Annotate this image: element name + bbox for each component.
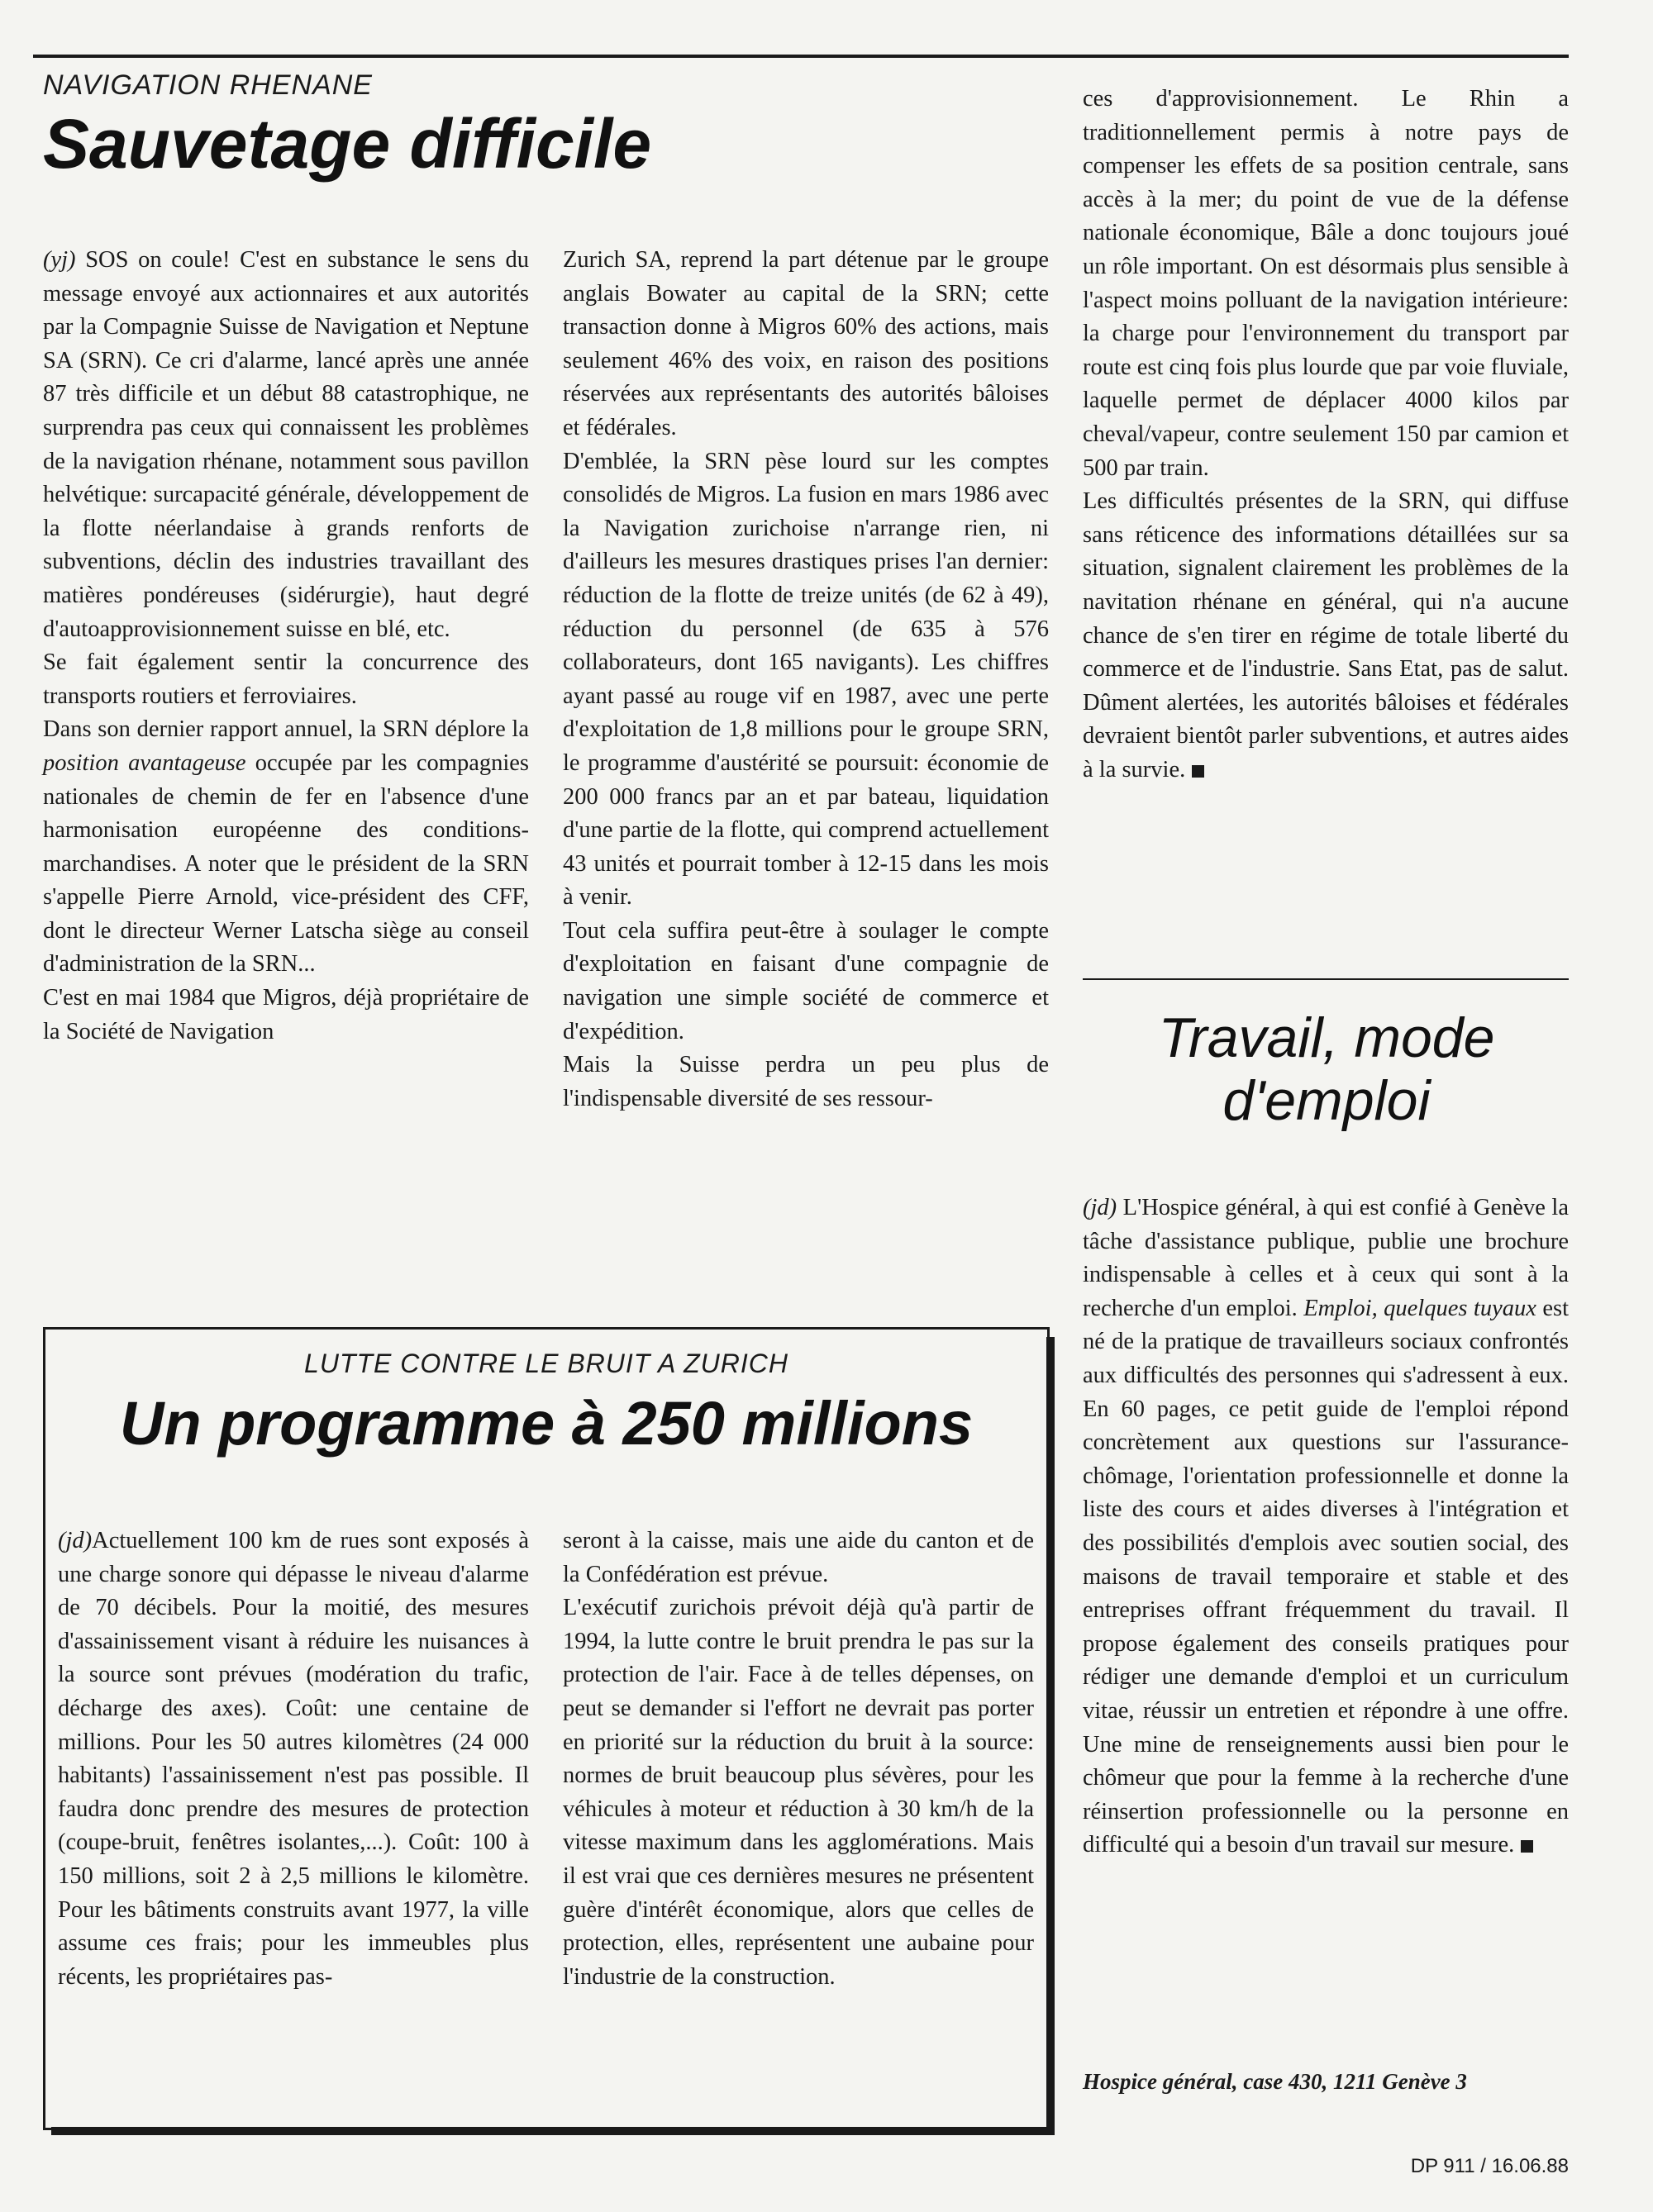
paragraph: seront à la caisse, mais une aide du canton et de la Confédération est prévue. [563,1528,1034,1587]
paragraph: Dans son dernier rapport annuel, la SRN déplore la position avantageuse occupée par les compagnies nationales de chemin de fer en l'absence d'une harmonisation européenne des conditions-marchandises. A noter que le président de la SRN s'appelle Pierre Arnold, vice-président des CFF, dont le directeur Werner Latscha siège au conseil d'administration de la SRN... [43,716,529,978]
article3-column-1 [58,1525,529,1994]
article2-title: Travail, mode d'emploi [1158,1006,1495,1133]
paragraph: (jd)Actuellement 100 km de rues sont exposés à une charge sonore qui dépasse le niveau d'alarme de 70 décibels. Pour la moitié, des mesures d'assainissement visant à réduire les nuisances à la source sont prévues (modération du trafic, décharge des axes). Coût: une centaine de millions. Pour les 50 autres kilomètres (24 000 habitants) l'assainissement n'est pas possible. Il faudra donc prendre des mesures de protection (coupe-bruit, fenêtres isolantes,...). Coût: 100 à 150 millions, soit 2 à 2,5 millions le kilomètre. Pour les bâtiments construits avant 1977, la ville assume ces frais; pour les immeubles plus récents, les propriétaires pas- [58,1528,529,1990]
paragraph: Tout cela suffira peut-être à soulager le compte d'exploitation en faisant d'une compagnie de navigation une simple société de commerce et d'expédition. [563,917,1049,1044]
paragraph: (yj) SOS on coule! C'est en substance le sens du message envoyé aux actionnaires et aux autorités par la Compagnie Suisse de Navigation et Neptune SA (SRN). Ce cri d'alarme, lancé après une année 87 très difficile et un début 88 catastrophique, ne surprendra pas ceux qui connaissent les problèmes de la navigation rhénane, notamment sous pavillon helvétique: surcapacité générale, développement de la flotte néerlandaise à grands renforts de subventions, déclin des industries travaillant des matières pondéreuses (sidérurgie), haut degré d'autoapprovisionnement suisse en blé, etc. [43,247,529,642]
page-footer: DP 911 / 16.06.88 [1410,2155,1569,2177]
article1-column-1 [43,244,529,1049]
paragraph: (jd) L'Hospice général, à qui est confié à Genève la tâche d'assistance publique, publie une brochure indispensable à celles et à ceux qui sont à la recherche d'un emploi. Emploi, quelques tuyaux est né de la pratique de travailleurs sociaux confrontés aux difficultés des personnes qui s'adressent à eux. En 60 pages, ce petit guide de l'emploi répond concrètement aux questions sur l'assurance-chômage, l'orientation professionnelle et donne la liste des cours et aides diverses à l'intégration et des possibilités d'emplois avec soutien social, des maisons de travail temporaire et stable et des entreprises offrant fréquemment du travail. Il propose également des conseils pratiques pour rédiger une demande d'emploi et un curriculum vitae, réussir un entretien et répondre à une offre. Une mine de renseignements aussi bien pour le chômeur que pour la femme à la recherche d'une réinsertion professionnelle ou la personne en difficulté qui a besoin d'un travail sur mesure. [1083,1195,1569,1858]
article1-title: Sauvetage difficile [43,105,652,183]
paragraph: L'exécutif zurichois prévoit déjà qu'à partir de 1994, la lutte contre le bruit prendra le pas sur la protection de l'air. Face à de telles dépenses, on peut se demander si l'effort ne devrait pas porter en priorité sur la réduction du bruit à la source: normes de bruit beaucoup plus sévères, pour les véhicules à moteur et réduction à 30 km/h de la vitesse maximum dans les agglomérations. Mais il est vrai que ces dernières mesures ne présentent guère d'intérêt économique, alors que celles de protection, elles, représentent une aubaine pour l'industrie de la construction. [563,1595,1034,1990]
author-initials: (yj) [43,247,76,273]
emphasis: position avantageuse [43,749,246,776]
article2-source: Hospice général, case 430, 1211 Genève 3 [1083,2069,1467,2094]
paragraph: Se fait également sentir la concurrence des transports routiers et ferroviaires. [43,649,529,709]
paragraph: ces d'approvisionnement. Le Rhin a traditionnellement permis à notre pays de compenser les effets de sa position centrale, sans accès à la mer; du point de vue de la défense nationale économique, Bâle a donc toujours joué un rôle important. On est désormais plus sensible à l'aspect moins polluant de la navigation intérieure: la charge pour l'environnement du transport par route est cinq fois plus lourde que par voie fluviale, laquelle permet de déplacer 4000 kilos par cheval/vapeur, contre seulement 150 par camion et 500 par train. [1083,86,1569,481]
article3-title: Un programme à 250 millions [119,1389,974,1458]
author-initials: (jd) [1083,1195,1117,1220]
end-mark-icon [1192,765,1204,778]
top-rule [33,55,1569,58]
article1-column-3 [1083,83,1569,787]
author-initials: (jd) [58,1528,93,1553]
paragraph: Les difficultés présentes de la SRN, qui diffuse sans réticence des informations détaillées sur sa situation, signalent clairement les problèmes de la navitation rhénane en général, qui n'a aucune chance de s'en tirer en régime de totale liberté du commerce et de l'industrie. Sans Etat, pas de salut. Dûment alertées, les autorités bâloises et fédérales devraient bientôt parler subventions, et autres aides à la survie. [1083,488,1569,783]
end-mark-icon [1521,1840,1533,1853]
paragraph: D'emblée, la SRN pèse lourd sur les comptes consolidés de Migros. La fusion en mars 1986 avec la Navigation zurichoise n'arrange rien, ni d'ailleurs les mesures drastiques prises l'an dernier: réduction de la flotte de treize unités (de 62 à 49), réduction du personnel (de 635 à 576 collaborateurs, dont 165 navigants). Les chiffres ayant passé au rouge vif en 1987, avec une perte d'exploitation de 1,8 millions pour le groupe SRN, le programme d'austérité se poursuit: économie de 200 000 francs par an et par bateau, liquidation d'une partie de la flotte, qui comprend actuellement 43 unités et pourrait tomber à 12-15 dans les mois à venir. [563,448,1049,911]
article2-column [1083,1192,1569,1862]
paragraph: Zurich SA, reprend la part détenue par le groupe anglais Bowater au capital de la SRN; cette transaction donne à Migros 60% des actions, mais seulement 46% des voix, en raison des positions réservées aux représentants des autorités bâloises et fédérales. [563,247,1049,440]
article3-kicker: LUTTE CONTRE LE BRUIT A ZURICH [304,1349,788,1378]
article1-column-2 [563,244,1049,1116]
emphasis: Emploi, quelques tuyaux [1303,1295,1536,1321]
paragraph: Mais la Suisse perdra un peu plus de l'indispensable diversité de ses ressour- [563,1052,1049,1111]
paragraph: C'est en mai 1984 que Migros, déjà propriétaire de la Société de Navigation [43,985,529,1044]
article3-column-2 [563,1525,1034,1994]
section-divider [1083,978,1569,980]
article1-kicker: NAVIGATION RHENANE [43,69,373,101]
